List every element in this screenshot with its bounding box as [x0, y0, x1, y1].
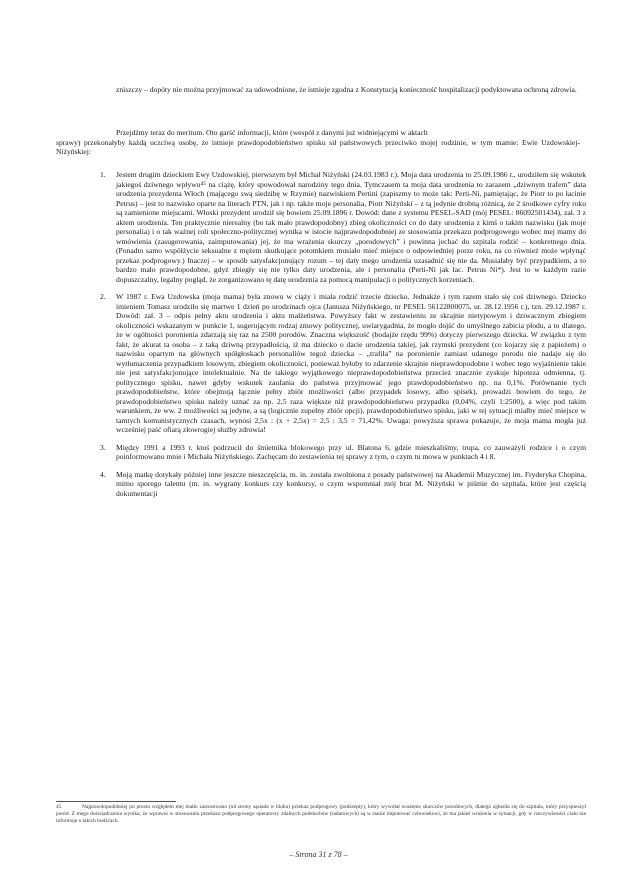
list-item-text: Jestem drugim dzieckiem Ewy Uzdowskiej, pierwszym był Michał Niżyński (24.03.1983 r.). Moja data urodzenia to 25.09.1986 r., urodziłem się wskutek jakiegoś dziwnego wpływu⁴⁵ na ciążę, który spowodował narodziny tego dnia. Tymczasem ta moja data urodzenia to zarazem „dziwnym trafem” data urodzenia prezydenta Włoch (mającego swą siedzibę w Rzymie) nazwiskiem Pertini (zapiszmy to może tak: Perti-Ni, pamiętając, że Piotr to po łacinie Petrus) – jest to nazwisko oparte na literach PTN, jak i np. także moje personalia, Piotr Niżyński – z tą jedynie drobną różnicą, że 2 środkowe cyfry roku są zamienione miejscami. Włoski prezydent urodził się bowiem 25.09.1896 r. Dowód: dane z systemu PESEL-SAD (mój PESEL: 86092501434), zał. 3 z aktem urodzenia. Ten praktycznie nierealny (bo tak mało prawdopodobny) zbieg okoliczności co do daty urodzenia z kimś o takim nazwisku (jak moje personalia) i o tak ważnej roli społeczno-politycznej wynika w istocie najprawdopodobniej ze stosowania przekazu podprogowego wobec mej mamy do wmówienia (zasugerowania, zaimputowania) jej, że ma wrażenia skurczy „porodowych” i powinna jechać do szpitala rodzić – konkretnego dnia. (Ponadto samo współżycie seksualne z mężem skutkujące potomkiem musiało mieć miejsce o odpowiedniej porze roku, na co również może wpłynąć przekaz podprogowy.) Inaczej – w sposób satysfakcjonujący rozum – tej daty mego urodzenia uzasadnić się nie da. Musiałaby być przypadkiem, a to bardzo mało prawdopodobne, gdyż zbiegły się nie tylko daty urodzenia, ale i personalia (Perti-Ni jak łac. Petrus Ni*). Jest to w każdym razie dopuszczalny, legalny pogląd, że zorganizowano tę datę urodzenia za pomocą manipulacji o politycznych korzeniach.	[116, 170, 586, 284]
intro-paragraph: zniszczy – dopóty nie można przyjmować za udowodnione, że istnieje zgodna z Konstytucją konieczność hospitalizacji podyktowana ochroną zdrowia.	[116, 84, 577, 94]
context-paragraph	[56, 128, 580, 157]
list-item-number: 2.	[100, 292, 106, 301]
list-item-text: W 1987 r. Ewa Uzdowska (moja mama) była znowu w ciąży i miała rodzić trzecie dziecko. Jednakże i tym razem stało się coś dziwnego. Dziecko imieniem Tomasz urodziło się martwe 1 dzień po urodzinach ojca (Janusza Niżyńskiego, nr PESEL 56122800075, ur. 28.12.1956 r.), tzn. 29.12.1987 r. Dowód: zał. 3 – odpis pełny aktu urodzenia i aktu małżeństwa. Powyższy fakt w zestawieniu ze skrajnie nietypowym i dziwacznym zbiegiem okoliczności wskazanym w punkcie 1, sugerującym rodzaj zmowy politycznej, uwiarygadnia, że mogło dojść do umyślnego zabicia płodu, a to dlatego, że w ogólności poronienia zdarzają się raz na 2500 porodów. Znaczna większość (bodajże rzędu 99%) dotyczy pierwszego dziecka. W związku z tym fakt, że akurat ta osoba – z taką dziwną przypadłością, iż ma dziecko o dacie urodzenia takiej, jak rzymski prezydent (co kojarzy się z papieżem) o nazwisku opartym na głównych spółgłoskach personaliów tegoż dziecka – „trafiła” na poronienie zamiast udanego porodu nie nadaje się do wytłumaczenia przypadkiem losowym, zbiegiem okoliczności, ponieważ byłoby to zdarzenie skrajnie nieprawdopodobne i wobec tego wyjaśnienie takie nie jest satysfakcjonujące intelektualnie. Na tle takiego wyjątkowego nieprawdopodobieństwa przecież znacznie zyskuje hipoteza odmienna, tj. politycznego spisku, nawet gdyby wskutek zaufania do państwa przyjmować jego prawdopodobieństwo np. na 0,1%. Porównanie tych prawdopodobieństw, które obejmują łącznie pełny zbiór możliwości (albo przypadek losowy, albo spisek), prowadzi bowiem do tego, że prawdopodobieństwo spisku należy uznać za np. 2,5 raza większe niż prawdopodobieństwo przypadku (0,04%, czyli 1:2500), a więc pod takim warunkiem, że ww. 2 możliwości są jedyne, a są (logicznie zupełny zbiór opcji), prawdopodobieństwo spisku, jaki w tej sytuacji miałby mieć miejsce w tamtych komunistycznych czasach, wynosi 2,5x : (x + 2,5x) = 2,5 : 3,5 = 71,42%. Uwaga: powyższa sprawa pokazuje, że moja mama mogła już wcześniej paść ofiarą złowrogiej służby zdrowia!	[116, 292, 586, 434]
list-item	[56, 443, 586, 462]
list-item-text: Moją matkę dotykały później inne jeszcze nieszczęścia, m. in. została zwolniona z posady państwowej na Akademii Muzycznej im. Fryderyka Chopina, mimo sporego talentu (m. in. wygrany konkurs czy konkursy, o czym wspomniał mój brat M. Niżyński w piśmie do szpitala, które jest częścią dokumentacji	[116, 469, 586, 498]
footnote-text: Najprawdopodobniej po prostu względem mej matki zastosowano (od strony sąsiada w bloku) przekaz podprogowy (podszepty), który wywołał wrażenie skurczów porodowych, dlatego zgłosiła się do szpitala, który przyspieszył poród. Z mego doświadczenia wynika, że wprawni w stosowaniu przekazu podprogowego operatorzy zdalnych podsłuchów (radarowych) są w stanie imputować człowiekowi, że ma jakieś wrażenia w sytuacji, gdy w rzeczywistości ciało nie informuje o takich bodźcach.	[56, 804, 586, 824]
footnote-number: 45	[56, 804, 62, 810]
list-item	[56, 170, 586, 284]
evidence-list	[56, 170, 586, 506]
list-item	[56, 470, 586, 499]
list-item-text: Między 1991 a 1993 r. ktoś podrzucił do śmietnika blokowego przy ul. Blatona 6, gdzie mieszkaliśmy, trupa, co zauważyli rodzice i o czym poinformowano mnie i Michała Niżyńskiego. Zachęcam do zestawienia tej sprawy z tym, o czym tu mowa w punktach 4 i 8.	[116, 442, 586, 461]
list-item	[56, 292, 586, 435]
page-number: – Strona 31 z 78 –	[289, 850, 348, 859]
footnote-divider	[56, 801, 176, 802]
list-item-number: 1.	[100, 170, 106, 179]
list-item-number: 4.	[100, 469, 106, 479]
footnote	[56, 804, 586, 824]
context-paragraph-first-line: Przejdźmy teraz do meritum. Oto garść informacji, które (wespół z danymi już widniejącymi w aktach	[116, 128, 428, 137]
list-item-number: 3.	[100, 442, 106, 452]
context-paragraph-rest: sprawy) przekonałyby każdą uczciwą osobę, że istnieje prawdopodobieństwo spisku sił państwowych przeciwko mojej rodzinie, w tym mamie: Ewie Uzdowskiej-Niżyńskiej:	[56, 137, 580, 156]
